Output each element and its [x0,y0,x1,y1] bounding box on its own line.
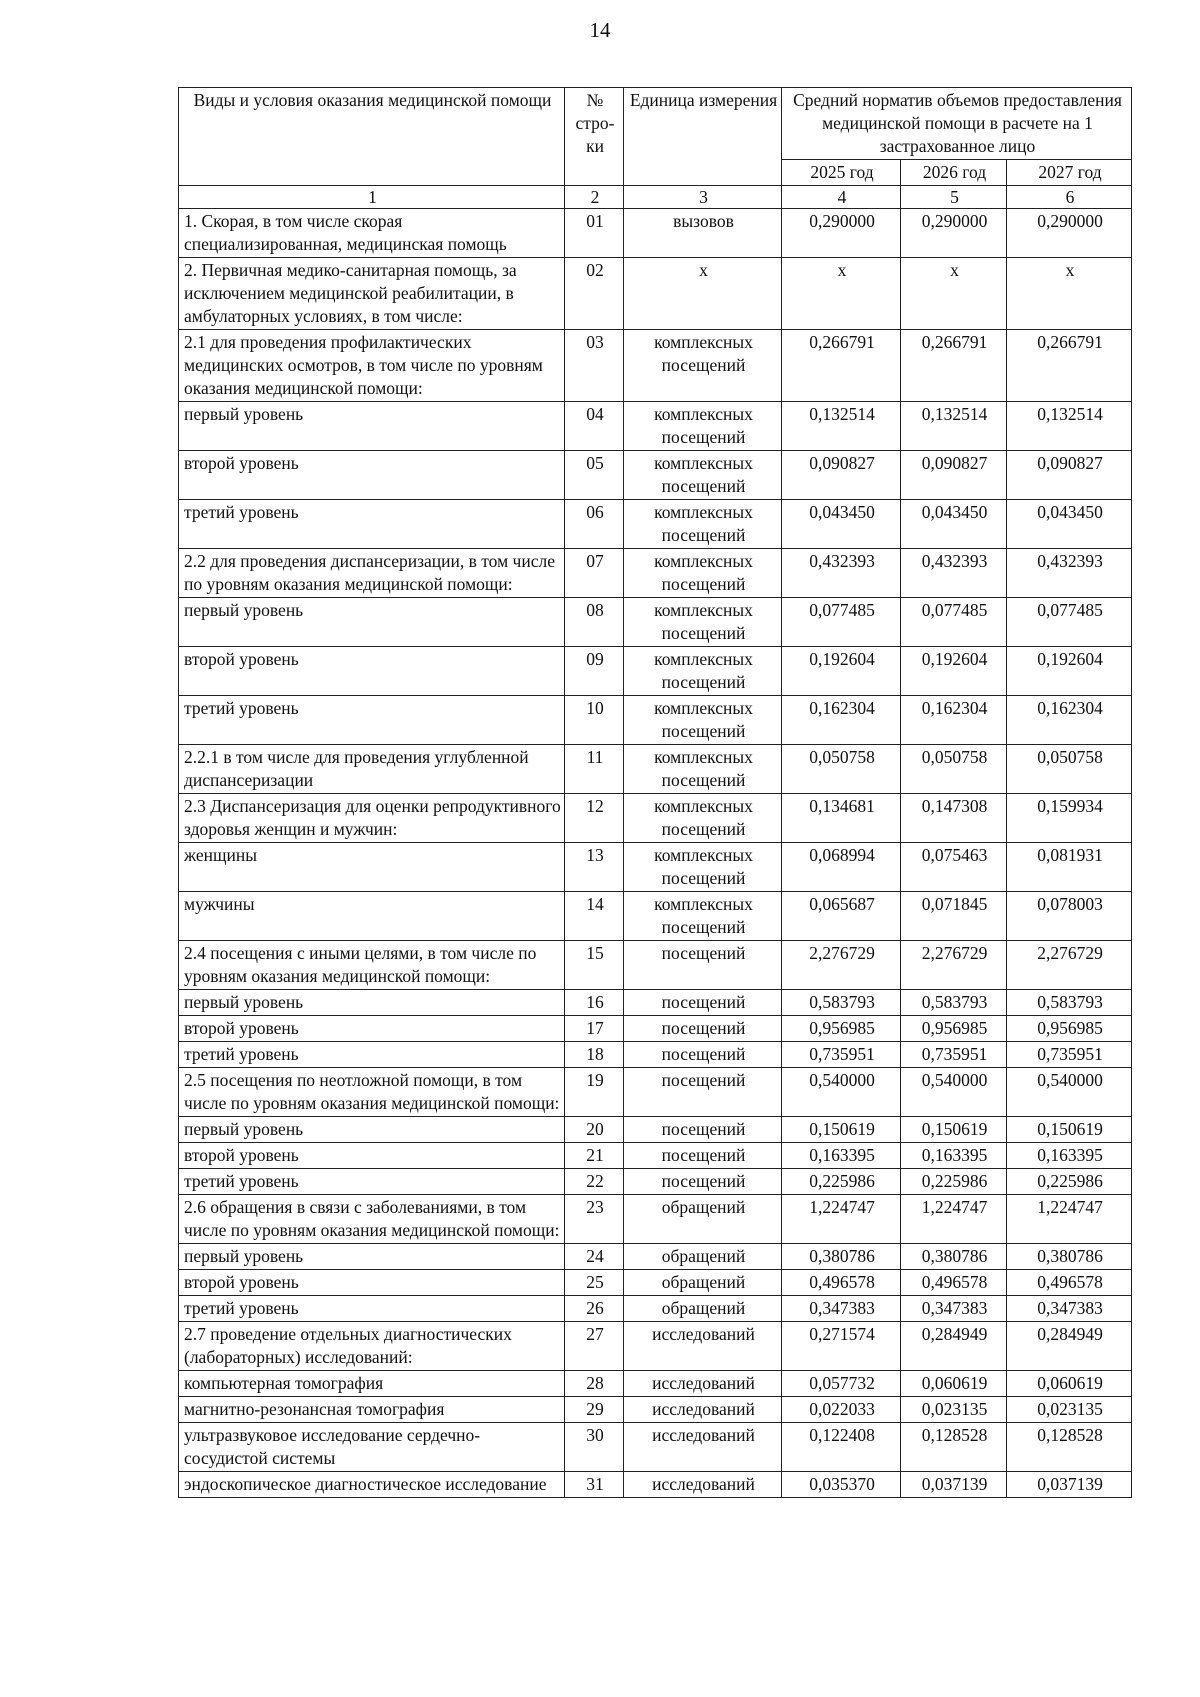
row-number-cell: 21 [565,1143,624,1169]
value-2026-cell: 0,043450 [901,500,1007,549]
row-number-cell: 06 [565,500,624,549]
row-number-cell: 24 [565,1244,624,1270]
value-2025-cell: 0,035370 [782,1472,901,1498]
value-2025-cell: 0,122408 [782,1423,901,1472]
value-2027-cell: x [1007,258,1132,330]
value-2026-cell: 0,162304 [901,696,1007,745]
value-2026-cell: 0,060619 [901,1371,1007,1397]
value-2026-cell: 0,023135 [901,1397,1007,1423]
row-name-cell: магнитно-резонансная томография [179,1397,565,1423]
value-2025-cell: 0,192604 [782,647,901,696]
value-2027-cell: 2,276729 [1007,941,1132,990]
value-2026-cell: 0,347383 [901,1296,1007,1322]
table-row [179,1042,1132,1068]
table-row [179,1169,1132,1195]
row-name-cell: 2.2 для проведения диспансеризации, в том числе по уровням оказания медицинской помощи: [179,549,565,598]
value-2027-cell: 0,023135 [1007,1397,1132,1423]
value-2025-cell: 0,432393 [782,549,901,598]
row-number-cell: 27 [565,1322,624,1371]
table-row [179,1322,1132,1371]
value-2027-cell: 1,224747 [1007,1195,1132,1244]
value-2026-cell: 0,192604 [901,647,1007,696]
row-unit-cell: исследований [624,1371,782,1397]
row-unit-cell: комплексных посещений [624,696,782,745]
row-name-cell: третий уровень [179,1169,565,1195]
row-unit-cell: обращений [624,1244,782,1270]
row-number-cell: 12 [565,794,624,843]
value-2027-cell: 0,159934 [1007,794,1132,843]
row-number-cell: 22 [565,1169,624,1195]
value-2026-cell: 0,163395 [901,1143,1007,1169]
value-2026-cell: 0,540000 [901,1068,1007,1117]
header-norm: Средний норматив объемов предоставления медицинской помощи в расчете на 1 застрахованное лицо [782,88,1132,160]
row-unit-cell: комплексных посещений [624,794,782,843]
value-2026-cell: 0,290000 [901,209,1007,258]
table-row [179,1143,1132,1169]
row-number-cell: 04 [565,402,624,451]
row-unit-cell: посещений [624,1016,782,1042]
row-unit-cell: посещений [624,1068,782,1117]
value-2027-cell: 0,162304 [1007,696,1132,745]
row-name-cell: 2.6 обращения в связи с заболеваниями, в том числе по уровням оказания медицинской помощи: [179,1195,565,1244]
header-year-2026: 2026 год [901,160,1007,186]
table-row [179,1244,1132,1270]
header-row-number: № стро-ки [565,88,624,186]
value-2027-cell: 0,060619 [1007,1371,1132,1397]
row-number-cell: 02 [565,258,624,330]
value-2025-cell: 0,050758 [782,745,901,794]
row-unit-cell: комплексных посещений [624,892,782,941]
row-name-cell: 2.1 для проведения профилактических медицинских осмотров, в том числе по уровням оказания медицинской помощи: [179,330,565,402]
table-row [179,1296,1132,1322]
value-2025-cell: 0,347383 [782,1296,901,1322]
row-unit-cell: исследований [624,1472,782,1498]
value-2026-cell: 0,077485 [901,598,1007,647]
value-2027-cell: 0,192604 [1007,647,1132,696]
row-number-cell: 18 [565,1042,624,1068]
value-2027-cell: 0,077485 [1007,598,1132,647]
row-unit-cell: комплексных посещений [624,402,782,451]
row-number-cell: 31 [565,1472,624,1498]
table-row [179,1016,1132,1042]
row-name-cell: 2.4 посещения с иными целями, в том числе по уровням оказания медицинской помощи: [179,941,565,990]
table-row [179,1371,1132,1397]
value-2025-cell: 0,271574 [782,1322,901,1371]
value-2027-cell: 0,163395 [1007,1143,1132,1169]
row-name-cell: 2.3 Диспансеризация для оценки репродуктивного здоровья женщин и мужчин: [179,794,565,843]
value-2025-cell: 0,150619 [782,1117,901,1143]
table-row [179,451,1132,500]
value-2027-cell: 0,540000 [1007,1068,1132,1117]
row-unit-cell: исследований [624,1397,782,1423]
value-2026-cell: 0,132514 [901,402,1007,451]
value-2025-cell: 0,134681 [782,794,901,843]
row-unit-cell: посещений [624,1042,782,1068]
table-row [179,1423,1132,1472]
value-2027-cell: 0,496578 [1007,1270,1132,1296]
value-2025-cell: 0,735951 [782,1042,901,1068]
table-row [179,209,1132,258]
value-2027-cell: 0,037139 [1007,1472,1132,1498]
row-number-cell: 01 [565,209,624,258]
table-row [179,1195,1132,1244]
row-number-cell: 05 [565,451,624,500]
row-name-cell: третий уровень [179,1296,565,1322]
row-name-cell: 1. Скорая, в том числе скорая специализированная, медицинская помощь [179,209,565,258]
table-row [179,892,1132,941]
row-number-cell: 15 [565,941,624,990]
table-row [179,647,1132,696]
value-2027-cell: 0,735951 [1007,1042,1132,1068]
row-unit-cell: вызовов [624,209,782,258]
value-2025-cell: 0,162304 [782,696,901,745]
value-2026-cell: 0,128528 [901,1423,1007,1472]
row-name-cell: первый уровень [179,1244,565,1270]
row-unit-cell: исследований [624,1423,782,1472]
value-2027-cell: 0,583793 [1007,990,1132,1016]
table-row [179,1472,1132,1498]
value-2025-cell: 0,132514 [782,402,901,451]
row-unit-cell: комплексных посещений [624,745,782,794]
value-2025-cell: 0,583793 [782,990,901,1016]
value-2025-cell: 0,956985 [782,1016,901,1042]
value-2025-cell: 0,022033 [782,1397,901,1423]
value-2025-cell: x [782,258,901,330]
row-name-cell: второй уровень [179,647,565,696]
norms-table [178,87,1132,1498]
value-2027-cell: 0,132514 [1007,402,1132,451]
row-number-cell: 03 [565,330,624,402]
row-number-cell: 20 [565,1117,624,1143]
value-2027-cell: 0,225986 [1007,1169,1132,1195]
row-name-cell: второй уровень [179,1270,565,1296]
header-care-type: Виды и условия оказания медицинской помощи [179,88,565,186]
table-row [179,402,1132,451]
row-name-cell: 2. Первичная медико-санитарная помощь, за исключением медицинской реабилитации, в амбулаторных условиях, в том числе: [179,258,565,330]
row-name-cell: 2.7 проведение отдельных диагностических (лабораторных) исследований: [179,1322,565,1371]
value-2026-cell: 0,266791 [901,330,1007,402]
value-2026-cell: 2,276729 [901,941,1007,990]
value-2026-cell: 0,496578 [901,1270,1007,1296]
value-2025-cell: 0,380786 [782,1244,901,1270]
row-name-cell: первый уровень [179,990,565,1016]
table-row [179,549,1132,598]
row-number-cell: 29 [565,1397,624,1423]
row-number-cell: 13 [565,843,624,892]
header-year-2025: 2025 год [782,160,901,186]
row-number-cell: 07 [565,549,624,598]
value-2025-cell: 0,225986 [782,1169,901,1195]
row-unit-cell: комплексных посещений [624,843,782,892]
table-row [179,990,1132,1016]
row-unit-cell: комплексных посещений [624,598,782,647]
row-name-cell: первый уровень [179,598,565,647]
value-2026-cell: 0,956985 [901,1016,1007,1042]
row-number-cell: 19 [565,1068,624,1117]
value-2025-cell: 0,163395 [782,1143,901,1169]
table-row [179,330,1132,402]
row-number-cell: 16 [565,990,624,1016]
column-number: 2 [565,186,624,209]
value-2025-cell: 0,057732 [782,1371,901,1397]
row-number-cell: 14 [565,892,624,941]
row-name-cell: первый уровень [179,402,565,451]
value-2027-cell: 0,090827 [1007,451,1132,500]
column-number: 3 [624,186,782,209]
column-number: 1 [179,186,565,209]
row-unit-cell: комплексных посещений [624,647,782,696]
row-number-cell: 26 [565,1296,624,1322]
row-number-cell: 10 [565,696,624,745]
table-row [179,1068,1132,1117]
row-unit-cell: обращений [624,1195,782,1244]
table-row [179,598,1132,647]
row-name-cell: третий уровень [179,696,565,745]
row-number-cell: 11 [565,745,624,794]
row-number-cell: 09 [565,647,624,696]
value-2027-cell: 0,380786 [1007,1244,1132,1270]
row-name-cell: третий уровень [179,500,565,549]
row-name-cell: третий уровень [179,1042,565,1068]
value-2026-cell: 0,380786 [901,1244,1007,1270]
value-2025-cell: 0,065687 [782,892,901,941]
value-2026-cell: 0,583793 [901,990,1007,1016]
row-unit-cell: посещений [624,941,782,990]
row-name-cell: ультразвуковое исследование сердечно-сосудистой системы [179,1423,565,1472]
value-2026-cell: 0,147308 [901,794,1007,843]
value-2027-cell: 0,128528 [1007,1423,1132,1472]
value-2027-cell: 0,050758 [1007,745,1132,794]
value-2025-cell: 0,496578 [782,1270,901,1296]
value-2025-cell: 1,224747 [782,1195,901,1244]
column-number: 4 [782,186,901,209]
value-2026-cell: 0,050758 [901,745,1007,794]
table-row [179,1397,1132,1423]
row-unit-cell: x [624,258,782,330]
value-2026-cell: 0,075463 [901,843,1007,892]
table-row [179,1270,1132,1296]
row-number-cell: 25 [565,1270,624,1296]
value-2025-cell: 2,276729 [782,941,901,990]
row-name-cell: компьютерная томография [179,1371,565,1397]
value-2025-cell: 0,290000 [782,209,901,258]
row-number-cell: 17 [565,1016,624,1042]
value-2026-cell: 0,071845 [901,892,1007,941]
header-unit: Единица измерения [624,88,782,186]
row-unit-cell: комплексных посещений [624,451,782,500]
row-unit-cell: посещений [624,1169,782,1195]
table-row [179,258,1132,330]
row-number-cell: 08 [565,598,624,647]
value-2027-cell: 0,347383 [1007,1296,1132,1322]
column-number: 6 [1007,186,1132,209]
row-name-cell: второй уровень [179,451,565,500]
row-name-cell: женщины [179,843,565,892]
page-number: 14 [589,18,611,42]
row-unit-cell: обращений [624,1296,782,1322]
value-2027-cell: 0,290000 [1007,209,1132,258]
row-unit-cell: посещений [624,1117,782,1143]
header-year-2027: 2027 год [1007,160,1132,186]
value-2027-cell: 0,432393 [1007,549,1132,598]
value-2026-cell: 0,090827 [901,451,1007,500]
value-2027-cell: 0,078003 [1007,892,1132,941]
row-number-cell: 30 [565,1423,624,1472]
table-row [179,941,1132,990]
value-2025-cell: 0,090827 [782,451,901,500]
row-name-cell: 2.5 посещения по неотложной помощи, в том числе по уровням оказания медицинской помощи: [179,1068,565,1117]
value-2026-cell: x [901,258,1007,330]
row-unit-cell: посещений [624,1143,782,1169]
row-unit-cell: исследований [624,1322,782,1371]
value-2026-cell: 0,037139 [901,1472,1007,1498]
value-2026-cell: 0,735951 [901,1042,1007,1068]
column-numbers-row [179,186,1132,209]
value-2026-cell: 0,225986 [901,1169,1007,1195]
value-2026-cell: 0,150619 [901,1117,1007,1143]
row-unit-cell: посещений [624,990,782,1016]
row-number-cell: 23 [565,1195,624,1244]
row-name-cell: эндоскопическое диагностическое исследование [179,1472,565,1498]
value-2027-cell: 0,266791 [1007,330,1132,402]
row-unit-cell: обращений [624,1270,782,1296]
value-2025-cell: 0,068994 [782,843,901,892]
value-2026-cell: 1,224747 [901,1195,1007,1244]
row-unit-cell: комплексных посещений [624,330,782,402]
value-2027-cell: 0,081931 [1007,843,1132,892]
row-name-cell: второй уровень [179,1143,565,1169]
value-2027-cell: 0,284949 [1007,1322,1132,1371]
table-row [179,696,1132,745]
row-name-cell: мужчины [179,892,565,941]
table-body [179,209,1132,1498]
value-2027-cell: 0,956985 [1007,1016,1132,1042]
row-name-cell: первый уровень [179,1117,565,1143]
table-row [179,745,1132,794]
column-number: 5 [901,186,1007,209]
value-2026-cell: 0,432393 [901,549,1007,598]
row-unit-cell: комплексных посещений [624,500,782,549]
row-name-cell: второй уровень [179,1016,565,1042]
table-row [179,843,1132,892]
row-number-cell: 28 [565,1371,624,1397]
table-row [179,794,1132,843]
value-2025-cell: 0,540000 [782,1068,901,1117]
value-2026-cell: 0,284949 [901,1322,1007,1371]
table-row [179,500,1132,549]
value-2025-cell: 0,043450 [782,500,901,549]
value-2027-cell: 0,150619 [1007,1117,1132,1143]
row-name-cell: 2.2.1 в том числе для проведения углубленной диспансеризации [179,745,565,794]
table-row [179,1117,1132,1143]
row-unit-cell: комплексных посещений [624,549,782,598]
value-2025-cell: 0,077485 [782,598,901,647]
value-2027-cell: 0,043450 [1007,500,1132,549]
value-2025-cell: 0,266791 [782,330,901,402]
